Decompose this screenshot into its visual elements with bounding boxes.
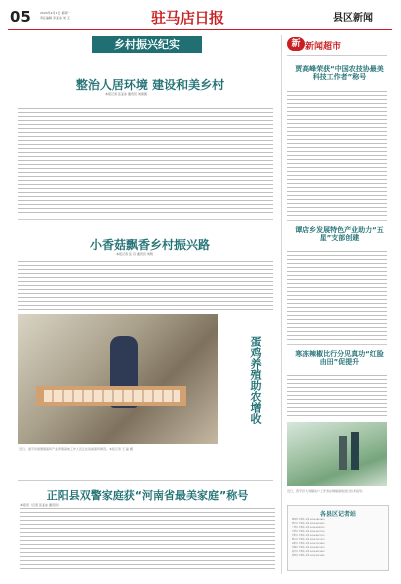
- photo-person-right-1: [339, 436, 347, 470]
- contact-row: 新蔡县 记者站 电话 0396-5921541: [292, 555, 325, 557]
- right-rule-2: [287, 220, 387, 221]
- page-number: 05: [10, 8, 31, 26]
- contact-row: 确山县 记者站 电话 0396-7021121: [292, 539, 325, 541]
- right-photo-caption: 近日，西平县大刘镇农户工作者在辣椒基地进行技术指导。: [287, 489, 366, 493]
- left-divider-1: [18, 219, 273, 220]
- contact-box-list: [292, 518, 384, 566]
- byline-2: 本报记者 张 丹 通讯员 刘明: [116, 252, 153, 256]
- header-rule: [8, 29, 392, 30]
- byline-1: 本报记者 张亚冰 通讯员 刘建国: [105, 92, 147, 96]
- headline-1: 整治人居环境 建设和美乡村: [75, 78, 225, 92]
- left-divider-2: [18, 480, 273, 481]
- egg-farm-photo: [18, 314, 218, 444]
- news-label: 新闻超市: [305, 42, 342, 52]
- section-title: 县区新闻: [333, 13, 373, 24]
- right-body-3: [287, 374, 387, 418]
- right-column-divider: [281, 35, 282, 574]
- right-headline-2: 谭店乡发展特色产业助力“五星”支部创建: [295, 226, 384, 242]
- left-banner: 乡村振兴纪实: [92, 36, 202, 53]
- headline-3: 正阳县双警家庭获“河南省最美家庭”称号: [46, 489, 249, 502]
- contact-box-title: 各县区记者站: [319, 511, 356, 518]
- photo-eggs: [44, 390, 180, 402]
- issue-info-2: 责任编辑 李亚冰 刘 玉: [40, 16, 70, 20]
- issue-info-1: 2024年4月1日 星期一: [40, 11, 71, 15]
- contact-row: 泌阳县 记者站 电话 0396-7921451: [292, 543, 325, 545]
- contact-row: 西平县 记者站 电话 0396-6261651: [292, 523, 325, 525]
- contact-row: 平舆县 记者站 电话 0396-5021755: [292, 531, 325, 533]
- right-rule-1: [287, 55, 387, 56]
- contact-row: 正阳县 记者站 电话 0396-8021115: [292, 535, 325, 537]
- photo-person-right-2: [351, 432, 359, 470]
- contact-row: 上蔡县 记者站 电话 0396-6996751: [292, 527, 325, 529]
- vertical-title: 蛋鸡养殖助农增收: [222, 320, 262, 440]
- photo-caption: 近日，遂平县褚堡镇蛋鸡产业养殖基地工作人员正在查看蛋鸡情况。本报记者 王 磊 摄: [19, 447, 133, 451]
- headline-2: 小香菇飘香乡村振兴路: [89, 238, 210, 252]
- byline-3: 本报讯（记者 张亚冰 通讯员）: [20, 503, 61, 507]
- contact-row: 驿城区 记者站 电话 0396-2815861: [292, 519, 325, 521]
- newspaper-logo: 驻马店日报: [151, 9, 224, 27]
- right-photo: [287, 422, 387, 486]
- right-body-2: [287, 250, 387, 340]
- right-headline-1: 贾高峰荣获“中国农技协最美科技工作者”称号: [295, 65, 384, 81]
- right-rule-3: [287, 344, 387, 345]
- body-text-1: [18, 107, 273, 213]
- right-body-1: [287, 90, 387, 216]
- contact-row: 汝南县 记者站 电话 0396-8021231: [292, 547, 325, 549]
- contact-row: 遂平县 记者站 电话 0396-4921452: [292, 551, 325, 553]
- body-text-3: [20, 507, 275, 570]
- right-headline-3: 寒冻辣椒比行分见真功“红脸由田”促提升: [295, 350, 384, 366]
- news-label-badge: 新: [287, 37, 305, 51]
- body-text-2: [18, 260, 273, 310]
- contact-box: [287, 505, 389, 571]
